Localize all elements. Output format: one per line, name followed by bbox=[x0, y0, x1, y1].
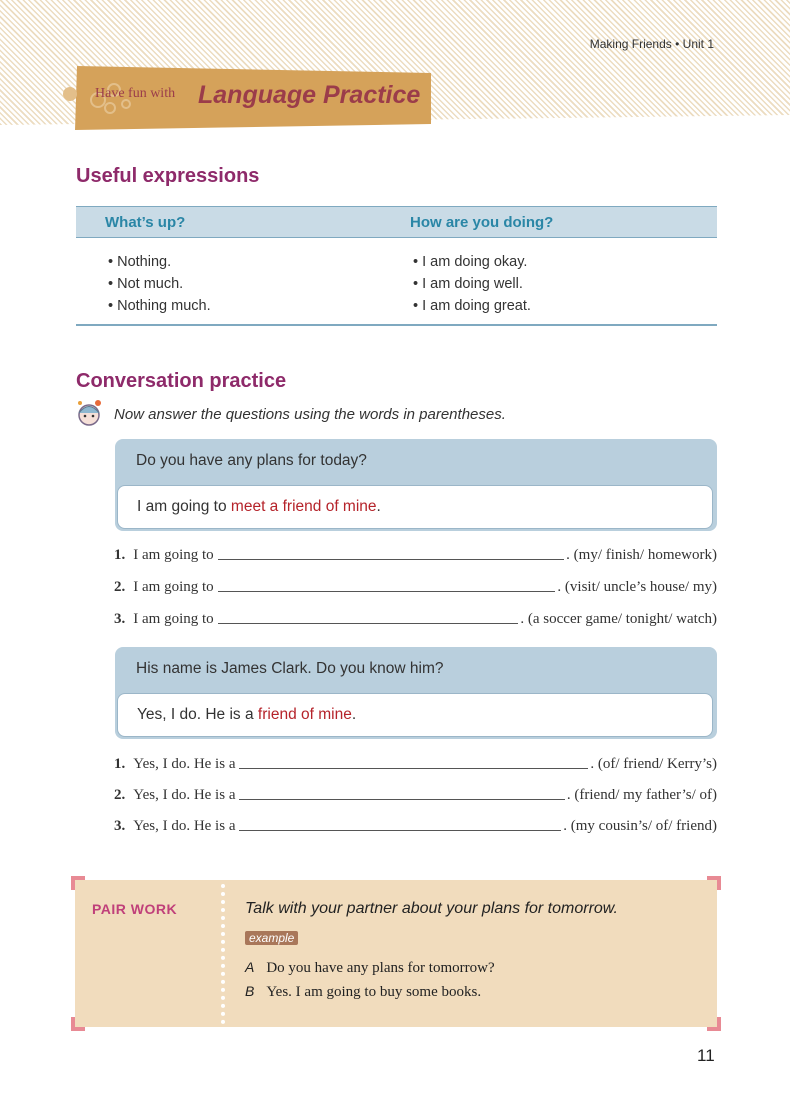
exercise-item bbox=[114, 756, 717, 773]
banner-small-text: Have fun with bbox=[95, 86, 176, 101]
item-hint: . (of/ friend/ Kerry’s) bbox=[590, 756, 717, 772]
question-box bbox=[115, 647, 717, 739]
item-number: 2. bbox=[114, 787, 126, 803]
item-number: 3. bbox=[114, 818, 126, 834]
answer-prefix: Yes, I do. He is a bbox=[137, 706, 258, 723]
item-prefix: I am going to bbox=[133, 579, 214, 595]
pair-work-label: PAIR WORK bbox=[92, 901, 178, 917]
item-hint: . (a soccer game/ tonight/ watch) bbox=[520, 611, 717, 627]
answer-blank[interactable] bbox=[239, 787, 564, 800]
answer-blank[interactable] bbox=[239, 756, 588, 769]
expression: I am doing well. bbox=[422, 276, 523, 292]
answer-blank[interactable] bbox=[239, 818, 561, 831]
item-prefix: I am going to bbox=[133, 611, 214, 627]
example-badge: example bbox=[245, 931, 298, 945]
answer-highlight: meet a friend of mine bbox=[230, 498, 377, 515]
corner-mark bbox=[71, 876, 85, 890]
corner-mark bbox=[707, 1017, 721, 1031]
speaker: B bbox=[245, 983, 255, 999]
answer-blank[interactable] bbox=[218, 611, 519, 624]
item-prefix: Yes, I do. He is a bbox=[133, 756, 236, 772]
question-text: His name is James Clark. Do you know him? bbox=[136, 660, 444, 677]
item-number: 2. bbox=[114, 579, 126, 595]
useful-expressions-title: Useful expressions bbox=[76, 165, 260, 187]
expression: I am doing great. bbox=[422, 298, 531, 314]
corner-mark bbox=[71, 1017, 85, 1031]
item-hint: . (my/ finish/ homework) bbox=[566, 547, 717, 563]
line-text: Do you have any plans for tomorrow? bbox=[266, 960, 495, 976]
expression: I am doing okay. bbox=[422, 254, 528, 270]
expression: Not much. bbox=[117, 276, 184, 292]
model-answer bbox=[117, 485, 713, 529]
exercise-item bbox=[114, 818, 717, 835]
student-mascot-icon bbox=[74, 398, 104, 428]
pair-work-box bbox=[75, 880, 717, 1027]
corner-mark bbox=[707, 876, 721, 890]
item-prefix: Yes, I do. He is a bbox=[133, 787, 236, 803]
column-header: How are you doing? bbox=[410, 214, 554, 231]
exercise-item bbox=[114, 547, 717, 564]
speaker: A bbox=[245, 959, 255, 975]
item-prefix: Yes, I do. He is a bbox=[133, 818, 236, 834]
page-number: 11 bbox=[697, 1046, 715, 1065]
exercise-item bbox=[114, 611, 717, 628]
line-text: Yes. I am going to buy some books. bbox=[266, 984, 482, 1000]
answer-blank[interactable] bbox=[218, 547, 565, 560]
column-header: What’s up? bbox=[105, 214, 186, 231]
expression-list: • I am doing okay. • I am doing well. • I am doing great. bbox=[413, 254, 531, 314]
answer-suffix: . bbox=[351, 706, 357, 723]
answer-prefix: I am going to bbox=[137, 498, 231, 515]
item-hint: . (friend/ my father’s/ of) bbox=[566, 787, 717, 803]
model-answer bbox=[117, 693, 713, 737]
answer-highlight: friend of mine bbox=[257, 706, 352, 723]
pair-work-task: Talk with your partner about your plans for tomorrow. bbox=[245, 900, 618, 917]
item-prefix: I am going to bbox=[133, 547, 214, 563]
item-hint: . (visit/ uncle’s house/ my) bbox=[557, 579, 717, 595]
answer-suffix: . bbox=[376, 498, 381, 515]
expression: Nothing. bbox=[117, 254, 172, 270]
question-text: Do you have any plans for today? bbox=[136, 452, 367, 469]
expression: Nothing much. bbox=[117, 298, 211, 314]
exercise-item bbox=[114, 579, 717, 596]
item-number: 1. bbox=[114, 547, 126, 563]
dialogue-line bbox=[245, 959, 495, 977]
dialogue-line bbox=[245, 983, 481, 1001]
dotted-divider bbox=[221, 884, 225, 1024]
exercise-item bbox=[114, 787, 717, 804]
expression-list: • Nothing. • Not much. • Nothing much. bbox=[108, 254, 211, 314]
expressions-table bbox=[76, 206, 717, 326]
banner-title: Language Practice bbox=[198, 81, 421, 109]
unit-label: Making Friends • Unit 1 bbox=[589, 37, 714, 51]
answer-blank[interactable] bbox=[218, 579, 556, 592]
conversation-practice-title: Conversation practice bbox=[76, 370, 287, 392]
item-number: 1. bbox=[114, 756, 126, 772]
item-hint: . (my cousin’s/ of/ friend) bbox=[563, 818, 717, 834]
instruction-text: Now answer the questions using the words in parentheses. bbox=[114, 406, 506, 423]
question-box bbox=[115, 439, 717, 531]
item-number: 3. bbox=[114, 611, 126, 627]
